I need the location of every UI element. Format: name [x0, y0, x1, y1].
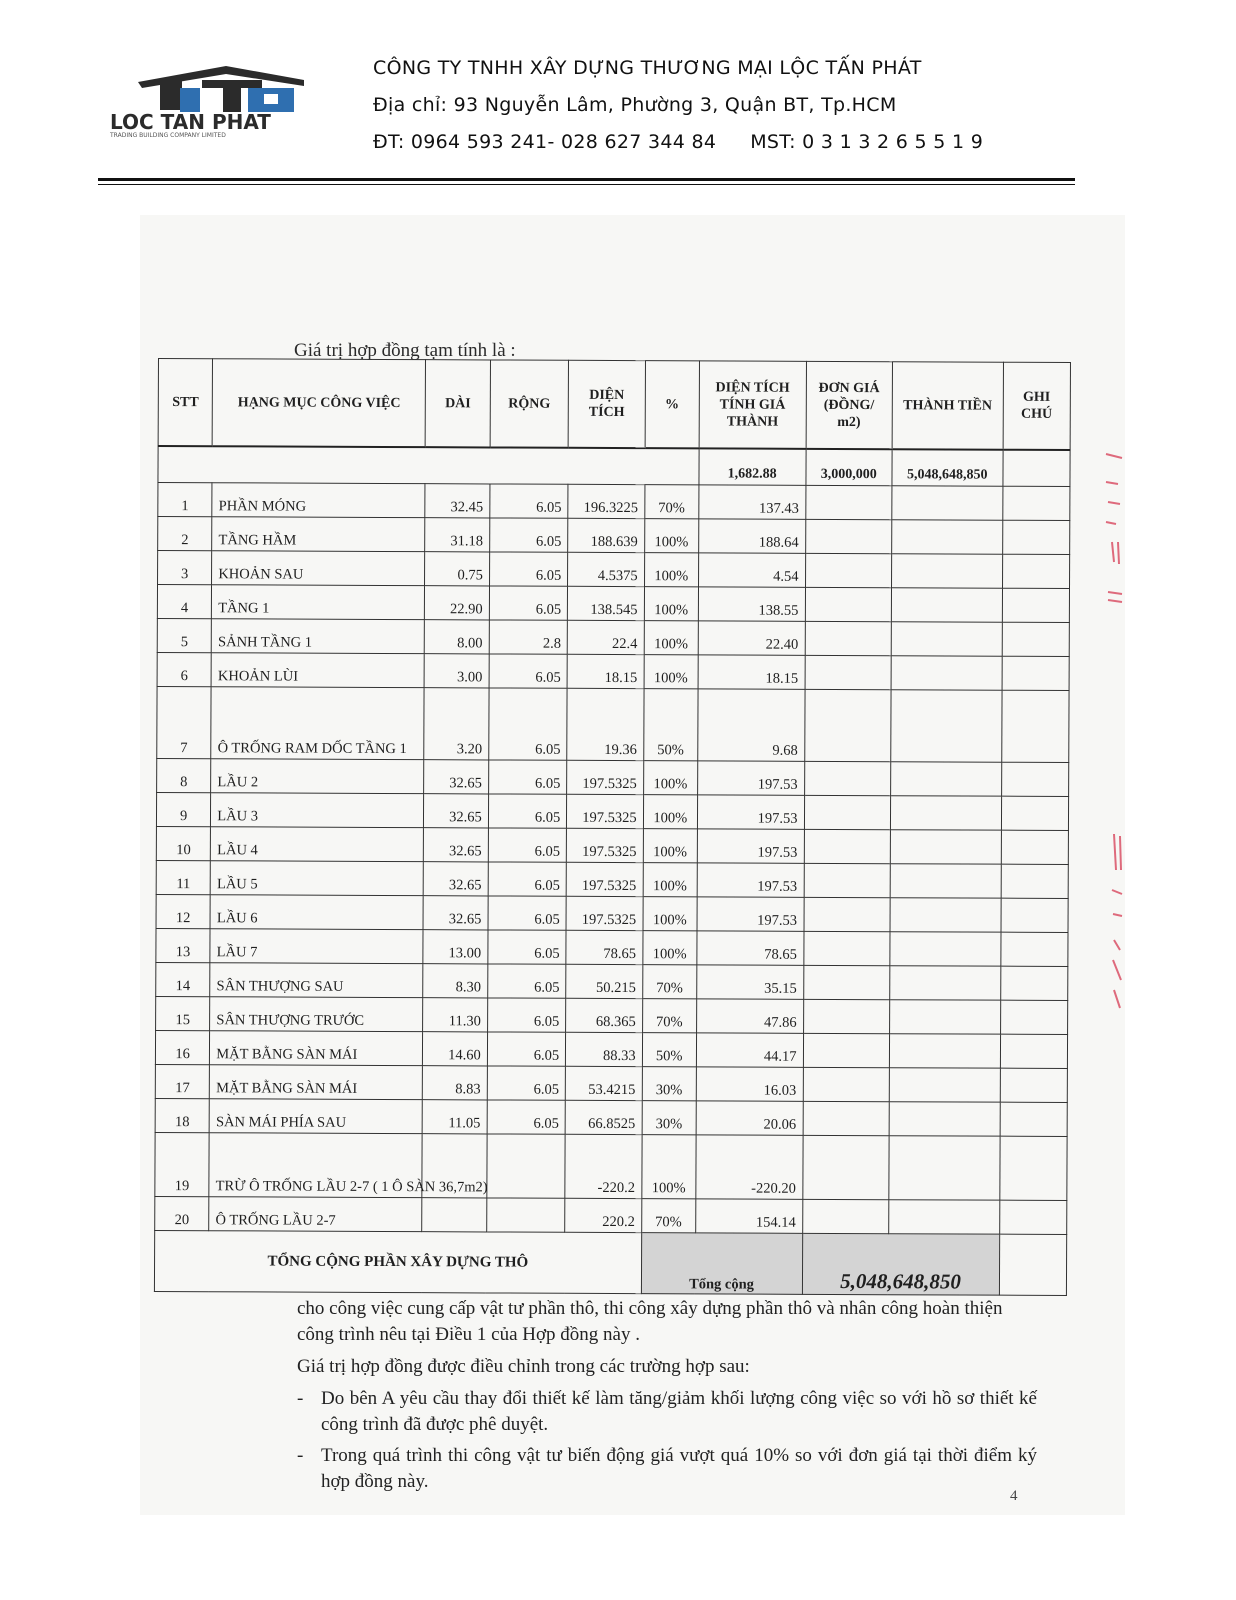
cell-area: 138.545	[568, 586, 645, 620]
cell-item: LẦU 4	[211, 827, 424, 862]
cell-stt: 17	[155, 1064, 209, 1098]
red-stamp-fragment-icon	[1108, 830, 1126, 1015]
cell-stt: 15	[156, 996, 210, 1030]
cell-length: 14.60	[423, 1032, 487, 1066]
cell-unit-price	[804, 897, 891, 931]
cell-calc-area: 197.53	[697, 795, 804, 829]
house-logo-icon	[108, 66, 336, 138]
cell-note	[1000, 966, 1068, 1000]
cell-unit-price	[804, 689, 891, 761]
cell-note	[1000, 1034, 1068, 1068]
cell-width: 6.05	[488, 964, 567, 998]
cell-length: 11.30	[423, 998, 487, 1032]
cell-length: 32.65	[424, 794, 488, 828]
cell-percent: 100%	[642, 931, 696, 965]
table-header-row	[158, 359, 1070, 450]
cell-unit-price	[804, 829, 891, 863]
header-unit-price: ĐƠN GIÁ (ĐỒNG/ m2)	[806, 361, 893, 449]
total-label: TỔNG CỘNG PHẦN XÂY DỰNG THÔ	[154, 1230, 641, 1293]
cell-width: 6.05	[489, 586, 568, 620]
cell-note	[1002, 622, 1070, 656]
cell-item: KHOẢN LÙI	[211, 653, 424, 688]
cell-calc-area: 18.15	[698, 655, 805, 689]
cell-amount	[889, 1068, 1000, 1102]
cell-amount	[890, 898, 1001, 932]
cell-calc-area: 137.43	[699, 485, 806, 519]
cell-item: LẦU 5	[210, 861, 423, 896]
cell-calc-area: 20.06	[696, 1101, 803, 1135]
cell-amount	[890, 830, 1001, 864]
contract-value-table	[154, 358, 1071, 1296]
cell-length: 0.75	[425, 552, 489, 586]
cell-item: TRỪ Ô TRỐNG LẦU 2-7 ( 1 Ô SÀN 36,7m2)	[209, 1133, 422, 1198]
cell-item: MẶT BẰNG SÀN MÁI	[210, 1031, 423, 1066]
table-row	[155, 1196, 1067, 1234]
cell-length: 31.18	[425, 518, 489, 552]
summary-amount: 5,048,648,850	[892, 449, 1003, 486]
table-total-row	[154, 1230, 1066, 1295]
cell-amount	[891, 762, 1002, 796]
table-row	[156, 894, 1068, 932]
cell-area: 19.36	[567, 688, 644, 760]
cell-length: 8.30	[423, 964, 487, 998]
cell-width: 6.05	[487, 998, 566, 1032]
cell-stt: 7	[157, 686, 212, 758]
cell-percent: 50%	[643, 689, 698, 761]
cell-width: 6.05	[487, 1066, 566, 1100]
cell-amount	[892, 486, 1003, 520]
cell-length: 8.83	[423, 1066, 487, 1100]
cell-item: LẦU 6	[210, 895, 423, 930]
cell-calc-area: -220.20	[696, 1135, 803, 1199]
cell-unit-price	[802, 1199, 889, 1233]
cell-percent: 100%	[644, 621, 698, 655]
header-amount: THÀNH TIỀN	[892, 362, 1003, 450]
cell-item: Ô TRỐNG RAM DỐC TẦNG 1	[211, 687, 424, 760]
cell-area: 197.5325	[566, 896, 643, 930]
cell-percent: 100%	[643, 761, 697, 795]
cell-percent: 100%	[643, 897, 697, 931]
cell-percent: 100%	[644, 655, 698, 689]
cell-note	[1001, 796, 1069, 830]
cell-item: PHẦN MÓNG	[212, 483, 425, 518]
page-number: 4	[1010, 1488, 1018, 1504]
company-phone: ĐT: 0964 593 241- 028 627 344 84	[373, 131, 717, 153]
cell-length	[422, 1198, 486, 1232]
cell-item: SÀN MÁI PHÍA SAU	[209, 1099, 422, 1134]
table-row	[156, 962, 1068, 1000]
cell-note	[1000, 1102, 1068, 1136]
list-item: - Do bên A yêu cầu thay đổi thiết kế làm tăng/giảm khối lượng công việc so với hồ sơ thiết kế công trình đã được phê duyệt.	[297, 1386, 1037, 1438]
cell-area: 188.639	[568, 518, 645, 552]
svg-text:TRADING BUILDING COMPANY LIMIT: TRADING BUILDING COMPANY LIMITED	[110, 132, 226, 139]
cell-width: 6.05	[488, 862, 567, 896]
cell-unit-price	[804, 761, 891, 795]
cell-note	[1001, 830, 1069, 864]
cell-percent: 100%	[644, 553, 698, 587]
cell-calc-area: 16.03	[696, 1067, 803, 1101]
cell-note	[1002, 588, 1070, 622]
cell-stt: 5	[157, 618, 211, 652]
cell-calc-area: 78.65	[697, 931, 804, 965]
table-row	[156, 996, 1068, 1034]
cell-calc-area: 197.53	[698, 761, 805, 795]
cell-note	[1002, 486, 1070, 520]
cell-length: 32.45	[425, 484, 489, 518]
cell-area: 197.5325	[566, 862, 643, 896]
table-row	[157, 686, 1069, 762]
cell-note	[1000, 1000, 1068, 1034]
cell-amount	[892, 520, 1003, 554]
table-summary-row	[158, 446, 1070, 486]
body-paragraph: Giá trị hợp đồng được điều chỉnh trong các trường hợp sau:	[297, 1356, 750, 1377]
cell-length: 32.65	[424, 828, 488, 862]
cell-amount	[890, 932, 1001, 966]
table-row	[155, 1064, 1067, 1102]
table-row	[157, 618, 1069, 656]
cell-percent: 70%	[644, 485, 698, 519]
cell-width: 6.05	[488, 760, 567, 794]
cell-width: 6.05	[488, 794, 567, 828]
cell-item: MẶT BẰNG SÀN MÁI	[210, 1065, 423, 1100]
cell-unit-price	[803, 1101, 890, 1135]
cell-percent: 100%	[644, 519, 698, 553]
cell-area: 196.3225	[568, 484, 645, 518]
cell-calc-area: 197.53	[697, 829, 804, 863]
cell-note	[999, 1136, 1067, 1200]
cell-width: 6.05	[487, 1032, 566, 1066]
table-row	[156, 860, 1068, 898]
header-divider-thin	[98, 184, 1075, 185]
cell-stt: 3	[158, 551, 212, 585]
cell-amount	[890, 1000, 1001, 1034]
cell-percent: 30%	[642, 1067, 696, 1101]
cell-width: 6.05	[490, 484, 569, 518]
cell-stt: 6	[157, 652, 211, 686]
cell-width: 6.05	[489, 552, 568, 586]
header-stt: STT	[158, 359, 213, 447]
cell-stt: 9	[156, 792, 210, 826]
cell-note	[1001, 690, 1069, 762]
cell-length: 32.65	[423, 896, 487, 930]
cell-unit-price	[803, 999, 890, 1033]
cell-unit-price	[804, 863, 891, 897]
cell-width: 6.05	[488, 930, 567, 964]
cell-percent: 30%	[642, 1101, 696, 1135]
cell-calc-area: 4.54	[698, 553, 805, 587]
cell-percent: 100%	[643, 795, 697, 829]
cell-stt: 10	[156, 826, 210, 860]
cell-width: 6.05	[488, 828, 567, 862]
cell-calc-area: 197.53	[697, 897, 804, 931]
cell-amount	[891, 690, 1002, 762]
cell-area: 78.65	[566, 930, 643, 964]
cell-unit-price	[805, 621, 892, 655]
cell-unit-price	[805, 519, 892, 553]
cell-unit-price	[803, 1033, 890, 1067]
cell-unit-price	[804, 795, 891, 829]
cell-item: SẢNH TẦNG 1	[212, 619, 425, 654]
cell-note	[999, 1200, 1067, 1234]
cell-area: 197.5325	[567, 760, 644, 794]
cell-length: 13.00	[423, 930, 487, 964]
cell-area: 18.15	[567, 654, 644, 688]
list-item: - Trong quá trình thi công vật tư biến động giá vượt quá 10% so với đơn giá tại thời điểm ký hợp đồng này.	[297, 1443, 1037, 1495]
cell-length: 11.05	[423, 1100, 487, 1134]
cell-area: 66.8525	[565, 1100, 642, 1134]
cell-calc-area: 154.14	[696, 1199, 803, 1233]
cell-amount	[891, 588, 1002, 622]
table-row	[158, 517, 1070, 555]
cell-area: 220.2	[565, 1198, 642, 1232]
cell-calc-area: 35.15	[697, 965, 804, 999]
cell-calc-area: 22.40	[698, 621, 805, 655]
company-header	[373, 50, 983, 161]
cell-item: KHOẢN SAU	[212, 551, 425, 586]
adjustment-list	[297, 1386, 1037, 1495]
cell-length: 8.00	[425, 620, 489, 654]
cell-amount	[890, 966, 1001, 1000]
company-name: CÔNG TY TNHH XÂY DỰNG THƯƠNG MẠI LỘC TẤN PHÁT	[373, 57, 922, 79]
company-address: Địa chỉ: 93 Nguyễn Lâm, Phường 3, Quận BT, Tp.HCM	[373, 94, 897, 116]
cell-amount	[891, 622, 1002, 656]
table-row	[155, 1030, 1067, 1068]
total-tag: Tổng cộng	[641, 1233, 802, 1295]
cell-stt: 11	[156, 860, 210, 894]
company-contact	[373, 124, 983, 161]
header-width: RỘNG	[490, 360, 569, 448]
cell-note	[1002, 554, 1070, 588]
cell-percent: 70%	[641, 1199, 695, 1233]
summary-calc-area: 1,682.88	[699, 448, 806, 485]
cell-width: 6.05	[489, 518, 568, 552]
cell-unit-price	[802, 1135, 889, 1199]
cell-note	[1001, 898, 1069, 932]
cell-calc-area: 188.64	[699, 519, 806, 553]
cell-calc-area: 47.86	[696, 999, 803, 1033]
cell-item: Ô TRỐNG LẦU 2-7	[209, 1197, 422, 1232]
cell-stt: 8	[157, 758, 211, 792]
table-row	[157, 652, 1069, 690]
cell-unit-price	[805, 485, 892, 519]
cell-note	[1001, 762, 1069, 796]
cell-width: 6.05	[488, 896, 567, 930]
cell-area: -220.2	[565, 1134, 642, 1198]
cell-note	[1002, 520, 1070, 554]
cell-width: 6.05	[489, 654, 568, 688]
header-percent: %	[645, 361, 700, 449]
cell-percent: 100%	[643, 863, 697, 897]
cell-stt: 13	[156, 928, 210, 962]
header-note: GHI CHÚ	[1003, 362, 1071, 450]
table-row	[158, 551, 1070, 589]
table-caption: Giá trị hợp đồng tạm tính là :	[294, 340, 516, 361]
table-row	[156, 826, 1068, 864]
cell-item: TẦNG HẦM	[212, 517, 425, 552]
cell-unit-price	[805, 587, 892, 621]
cell-area: 50.215	[566, 964, 643, 998]
cell-stt: 4	[157, 585, 211, 619]
cell-stt: 16	[155, 1030, 209, 1064]
table-row	[157, 585, 1069, 623]
cell-note	[1000, 1068, 1068, 1102]
cell-amount	[890, 796, 1001, 830]
svg-text:LOC TAN PHAT: LOC TAN PHAT	[110, 110, 271, 134]
cell-length: 22.90	[425, 586, 489, 620]
company-tax-code: MST: 0 3 1 3 2 6 5 5 1 9	[750, 131, 984, 153]
cell-unit-price	[803, 965, 890, 999]
cell-amount	[891, 656, 1002, 690]
cell-amount	[889, 1136, 1000, 1200]
header-area: DIỆN TÍCH	[568, 360, 645, 448]
cell-area: 197.5325	[567, 794, 644, 828]
cell-amount	[890, 864, 1001, 898]
cell-stt: 12	[156, 894, 210, 928]
summary-unit-price: 3,000,000	[805, 449, 892, 486]
cell-length: 3.20	[424, 688, 489, 760]
cell-length: 32.65	[424, 862, 488, 896]
contract-body	[297, 1296, 1037, 1500]
cell-width: 2.8	[489, 620, 568, 654]
cell-unit-price	[803, 1067, 890, 1101]
cell-stt: 18	[155, 1098, 209, 1132]
cell-area: 53.4215	[565, 1066, 642, 1100]
cell-width	[486, 1198, 565, 1232]
cell-item: LẦU 7	[210, 929, 423, 964]
cell-length: 32.65	[424, 760, 488, 794]
cell-calc-area: 197.53	[697, 863, 804, 897]
table-row	[156, 928, 1068, 966]
cell-stt: 1	[158, 483, 212, 517]
cell-item: SÂN THƯỢNG TRƯỚC	[210, 997, 423, 1032]
cell-percent: 100%	[643, 829, 697, 863]
cell-percent: 70%	[642, 999, 696, 1033]
cell-percent: 50%	[642, 1033, 696, 1067]
cell-note	[1002, 656, 1070, 690]
cell-area: 68.365	[566, 998, 643, 1032]
cell-stt: 19	[155, 1132, 210, 1196]
cell-unit-price	[805, 553, 892, 587]
cell-item: SÂN THƯỢNG SAU	[210, 963, 423, 998]
cell-note	[1000, 932, 1068, 966]
cell-area: 22.4	[567, 620, 644, 654]
body-paragraph: cho công việc cung cấp vật tư phần thô, thi công xây dựng phần thô và nhân công hoàn thiện công trình nêu tại Điều 1 của Hợp đồng này .	[297, 1298, 1003, 1345]
cell-percent: 100%	[641, 1135, 696, 1199]
table-row	[158, 483, 1070, 521]
cell-amount	[889, 1200, 1000, 1234]
cell-unit-price	[803, 931, 890, 965]
cell-amount	[889, 1034, 1000, 1068]
table-row	[156, 792, 1068, 830]
cell-area: 4.5375	[568, 552, 645, 586]
header-item: HẠNG MỤC CÔNG VIỆC	[212, 359, 426, 447]
cell-length: 3.00	[425, 654, 489, 688]
cell-width: 6.05	[489, 688, 568, 760]
cell-stt: 20	[155, 1196, 209, 1230]
table-row	[155, 1132, 1067, 1200]
cell-calc-area: 138.55	[698, 587, 805, 621]
table-row	[157, 758, 1069, 796]
cell-percent: 100%	[644, 587, 698, 621]
header-calc-area: DIỆN TÍCH TÍNH GIÁ THÀNH	[699, 361, 806, 449]
red-stamp-fragment-icon	[1102, 452, 1126, 617]
cell-unit-price	[805, 655, 892, 689]
cell-percent: 70%	[642, 965, 696, 999]
header-length: DÀI	[426, 360, 491, 448]
summary-note	[1003, 450, 1071, 487]
company-logo	[108, 66, 336, 138]
cell-calc-area: 44.17	[696, 1033, 803, 1067]
cell-stt: 14	[156, 962, 210, 996]
cell-note	[1001, 864, 1069, 898]
cell-amount	[889, 1102, 1000, 1136]
cell-stt: 2	[158, 517, 212, 551]
total-note	[999, 1234, 1067, 1295]
cell-width: 6.05	[487, 1100, 566, 1134]
cell-area: 197.5325	[567, 828, 644, 862]
cell-calc-area: 9.68	[698, 689, 805, 761]
cell-width	[487, 1134, 566, 1198]
summary-blank	[158, 446, 699, 485]
cell-amount	[891, 554, 1002, 588]
cell-item: LẦU 2	[211, 759, 424, 794]
header-divider	[98, 178, 1075, 181]
cell-item: TẦNG 1	[212, 585, 425, 620]
total-value: 5,048,648,850	[802, 1233, 999, 1295]
cell-item: LẦU 3	[211, 793, 424, 828]
table-row	[155, 1098, 1067, 1136]
cell-area: 88.33	[566, 1032, 643, 1066]
